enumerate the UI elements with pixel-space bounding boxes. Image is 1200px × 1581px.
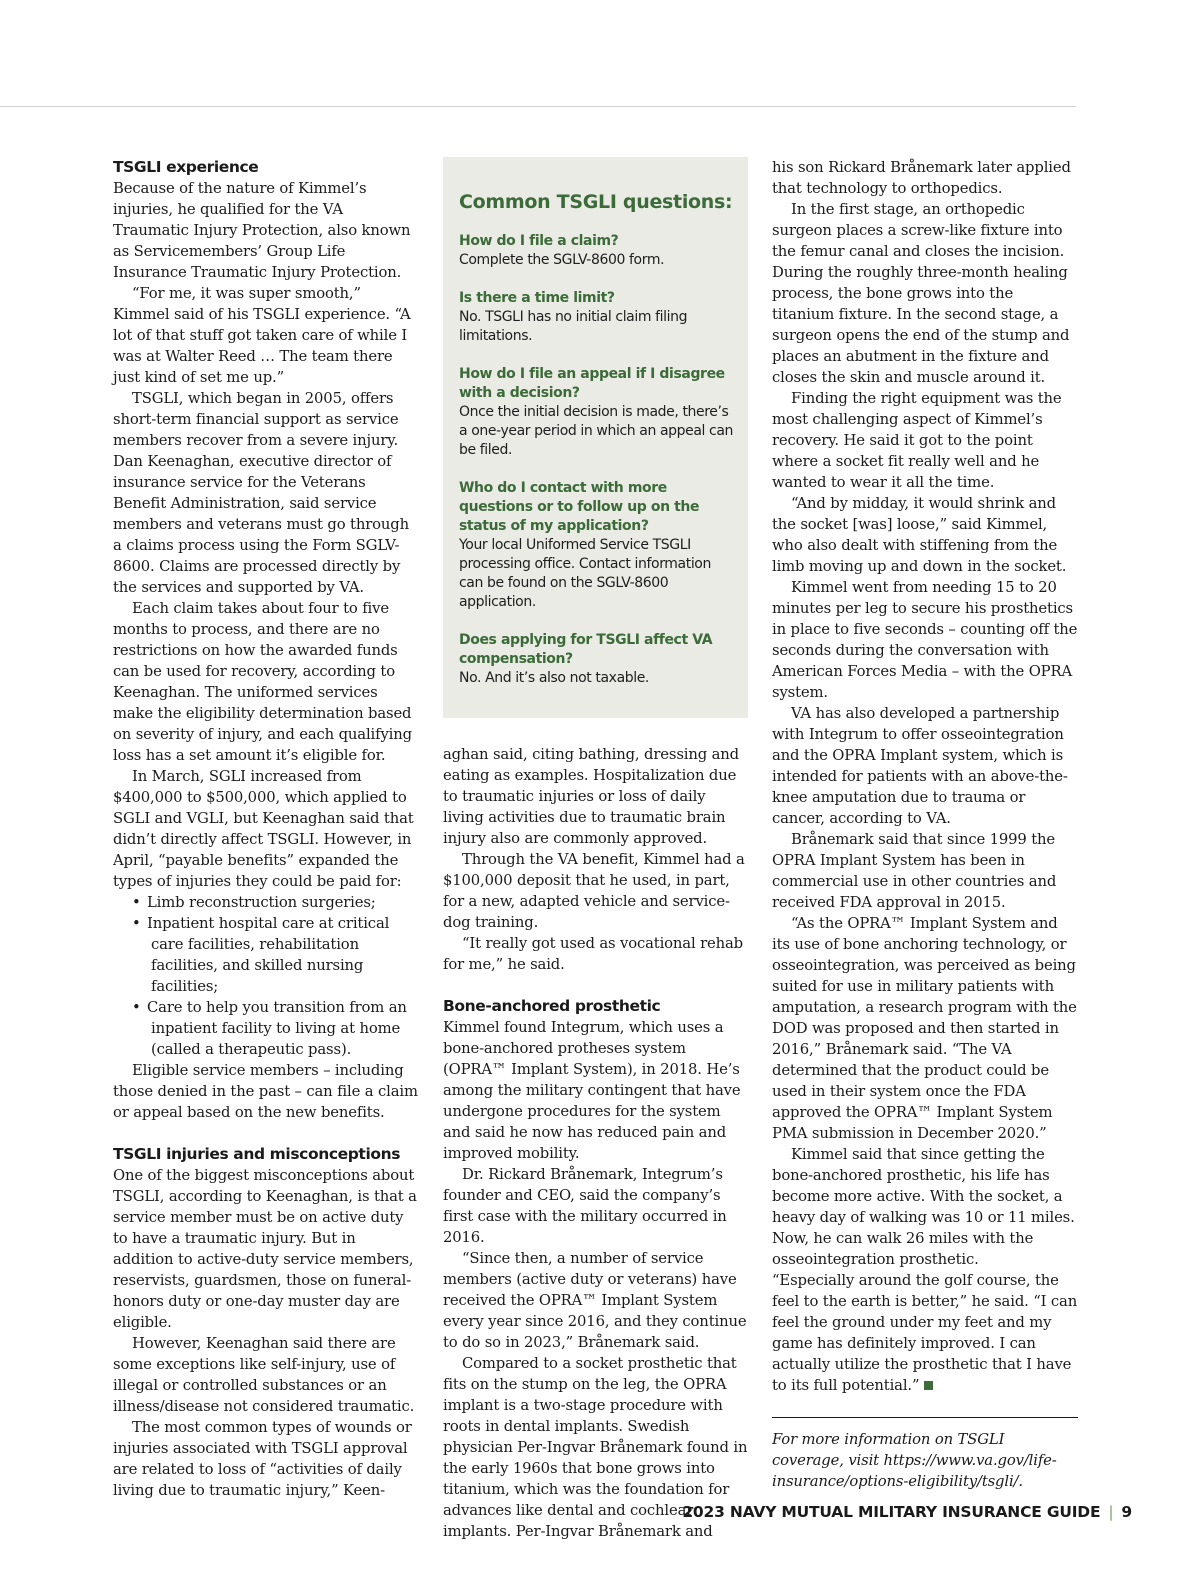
faq-question: How do I file a claim? — [459, 233, 619, 249]
closing-paragraph-text: “Especially around the golf course, the feel to the earth is better,” he said. “I can feel the ground under my feet and my game has definitely improved. I can actually utilize the prosthetic that I have to its full potential.” — [772, 1272, 1078, 1394]
faq-sidebar — [443, 157, 748, 718]
list-item: • Inpatient hospital care at critical care facilities, rehabilitation facilities, and skilled nursing facilities; — [113, 913, 419, 997]
paragraph: VA has also developed a partnership with Integrum to offer osseointegration and the OPRA Implant system, which is intended for patients with an above-the-knee amputation due to trauma or cancer, according to VA. — [772, 705, 1068, 827]
paragraph: “It really got used as vocational rehab for me,” he said. — [443, 935, 743, 973]
section-heading-bone-anchored: Bone-anchored prosthetic — [443, 997, 661, 1015]
list-item: • Care to help you transition from an inpatient facility to living at home (called a therapeutic pass). — [113, 997, 419, 1060]
paragraph: Finding the right equipment was the most challenging aspect of Kimmel’s recovery. He said it got to the point where a socket fit really well and he wanted to wear it all the time. — [772, 390, 1062, 491]
paragraph: “Since then, a number of service members (active duty or veterans) have received the OPRA™ Implant System every year since 2016, and they continue to do so in 2023,” Brånemark said. — [443, 1250, 747, 1351]
paragraph: Each claim takes about four to five months to process, and there are no restrictions on how the awarded funds can be used for recovery, according to Keenaghan. The uniformed services make the eligibility determination based on severity of injury, and each qualifying loss has a set amount it’s eligible for. — [113, 600, 412, 764]
paragraph: his son Rickard Brånemark later applied that technology to orthopedics. — [772, 159, 1071, 197]
publication-title: 2023 NAVY MUTUAL MILITARY INSURANCE GUIDE — [682, 1503, 1101, 1521]
paragraph: In March, SGLI increased from $400,000 to $500,000, which applied to SGLI and VGLI, but Keenaghan said that didn’t directly affect TSGLI. However, in April, “payable benefits” expanded the types of injuries they could be paid for: — [113, 768, 414, 890]
faq-item — [459, 631, 734, 688]
paragraph: Kimmel went from needing 15 to 20 minutes per leg to secure his prosthetics in place to five seconds – counting off the seconds during the conversation with American Forces Media – with the OPRA system. — [772, 579, 1078, 701]
article-column-3 — [772, 157, 1078, 1492]
paragraph: “And by midday, it would shrink and the socket [was] loose,” said Kimmel, who also dealt with stiffening from the limb moving up and down in the socket. — [772, 495, 1067, 575]
article-column-1 — [113, 157, 419, 1501]
faq-item — [459, 232, 734, 270]
paragraph: Kimmel found Integrum, which uses a bone-anchored protheses system (OPRA™ Implant System), in 2018. He’s among the military contingent that have undergone procedures for the system and said he now has reduced pain and improved mobility. — [443, 1019, 741, 1162]
paragraph: Because of the nature of Kimmel’s injuries, he qualified for the VA Traumatic Injury Protection, also known as Servicemembers’ Group Life Insurance Traumatic Injury Protection. — [113, 180, 411, 281]
paragraph: “As the OPRA™ Implant System and its use of bone anchoring technology, or osseointegration, was perceived as being suited for use in military patients with amputation, a research program with the DOD was proposed and then started in 2016,” Brånemark said. “The VA determined that the product could be used in their system once the FDA approved the OPRA™ Implant System PMA submission in December 2020.” — [772, 915, 1077, 1142]
faq-item — [459, 289, 734, 346]
note-divider — [772, 1417, 1078, 1418]
page-number: 9 — [1121, 1503, 1132, 1521]
paragraph: The most common types of wounds or injuries associated with TSGLI approval are related to loss of “activities of daily living due to traumatic injury,” Keen- — [113, 1419, 412, 1499]
benefits-list — [113, 892, 419, 1060]
list-item: • Limb reconstruction surgeries; — [113, 892, 419, 913]
paragraph: Brånemark said that since 1999 the OPRA Implant System has been in commercial use in other countries and received FDA approval in 2015. — [772, 831, 1057, 911]
faq-item — [459, 479, 734, 612]
more-info-note: For more information on TSGLI coverage, visit https://www.va.gov/life-insurance/options-eligibility/tsgli/. — [772, 1431, 1057, 1490]
faq-item — [459, 365, 734, 460]
paragraph: In the first stage, an orthopedic surgeon places a screw-like fixture into the femur canal and closes the incision. During the roughly three-month healing process, the bone grows into the titanium fixture. In the second stage, a surgeon opens the end of the stump and places an abutment in the fixture and closes the skin and muscle around it. — [772, 201, 1070, 386]
faq-answer: No. And it’s also not taxable. — [459, 670, 649, 686]
paragraph: Compared to a socket prosthetic that fits on the stump on the leg, the OPRA implant is a two-stage procedure with roots in dental implants. Swedish physician Per-Ingvar Brånemark found in the early 1960s that bone grows into titanium, which was the foundation for advances like dental and cochlear implants. Per-Ingvar Brånemark and — [443, 1355, 748, 1540]
faq-answer: Complete the SGLV-8600 form. — [459, 252, 665, 268]
article-column-2 — [443, 744, 748, 1542]
paragraph: TSGLI, which began in 2005, offers short-term financial support as service members recover from a severe injury. Dan Keenaghan, executive director of insurance service for the Veterans Benefit Administration, said service members and veterans must go through a claims process using the Form SGLV-8600. Claims are processed directly by the services and supported by VA. — [113, 390, 409, 596]
paragraph: However, Keenaghan said there are some exceptions like self-injury, use of illegal or controlled substances or an illness/disease not considered traumatic. — [113, 1335, 415, 1415]
footer-separator: | — [1108, 1503, 1114, 1521]
paragraph: “For me, it was super smooth,” Kimmel said of his TSGLI experience. “A lot of that stuff got taken care of while I was at Walter Reed … The team there just kind of set me up.” — [113, 285, 411, 386]
paragraph: Through the VA benefit, Kimmel had a $100,000 deposit that he used, in part, for a new, adapted vehicle and service-dog training. — [443, 851, 745, 931]
paragraph: One of the biggest misconceptions about TSGLI, according to Keenaghan, is that a service member must be on active duty to have a traumatic injury. But in addition to active-duty service members, reservists, guardsmen, those on funeral-honors duty or one-day muster day are eligible. — [113, 1167, 417, 1331]
top-divider — [0, 106, 1076, 107]
page-footer — [682, 1500, 1132, 1524]
sidebar-title: Common TSGLI questions: — [459, 191, 733, 213]
section-heading-tsgli-experience: TSGLI experience — [113, 158, 259, 176]
paragraph: Eligible service members – including those denied in the past – can file a claim or appeal based on the new benefits. — [113, 1062, 418, 1121]
paragraph: Kimmel said that since getting the bone-anchored prosthetic, his life has become more active. With the socket, a heavy day of walking was 10 or 11 miles. Now, he can walk 26 miles with the osseointegration prosthetic. — [772, 1146, 1075, 1268]
end-mark-icon — [924, 1381, 933, 1390]
faq-answer: Once the initial decision is made, there’s a one-year period in which an appeal can be filed. — [459, 404, 734, 458]
faq-answer: No. TSGLI has no initial claim filing limitations. — [459, 309, 688, 344]
faq-question: Does applying for TSGLI affect VA compensation? — [459, 632, 713, 667]
faq-answer: Your local Uniformed Service TSGLI processing office. Contact information can be found on the SGLV-8600 application. — [459, 537, 711, 610]
faq-question: Is there a time limit? — [459, 290, 615, 306]
faq-question: Who do I contact with more questions or to follow up on the status of my application? — [459, 480, 700, 534]
paragraph: Dr. Rickard Brånemark, Integrum’s founder and CEO, said the company’s first case with the military occurred in 2016. — [443, 1166, 727, 1246]
faq-question: How do I file an appeal if I disagree with a decision? — [459, 366, 725, 401]
closing-paragraph — [772, 1270, 1078, 1396]
paragraph: aghan said, citing bathing, dressing and eating as examples. Hospitalization due to traumatic injuries or loss of daily living activities due to traumatic brain injury also are commonly approved. — [443, 746, 739, 847]
section-heading-injuries-misconceptions: TSGLI injuries and misconceptions — [113, 1145, 401, 1163]
